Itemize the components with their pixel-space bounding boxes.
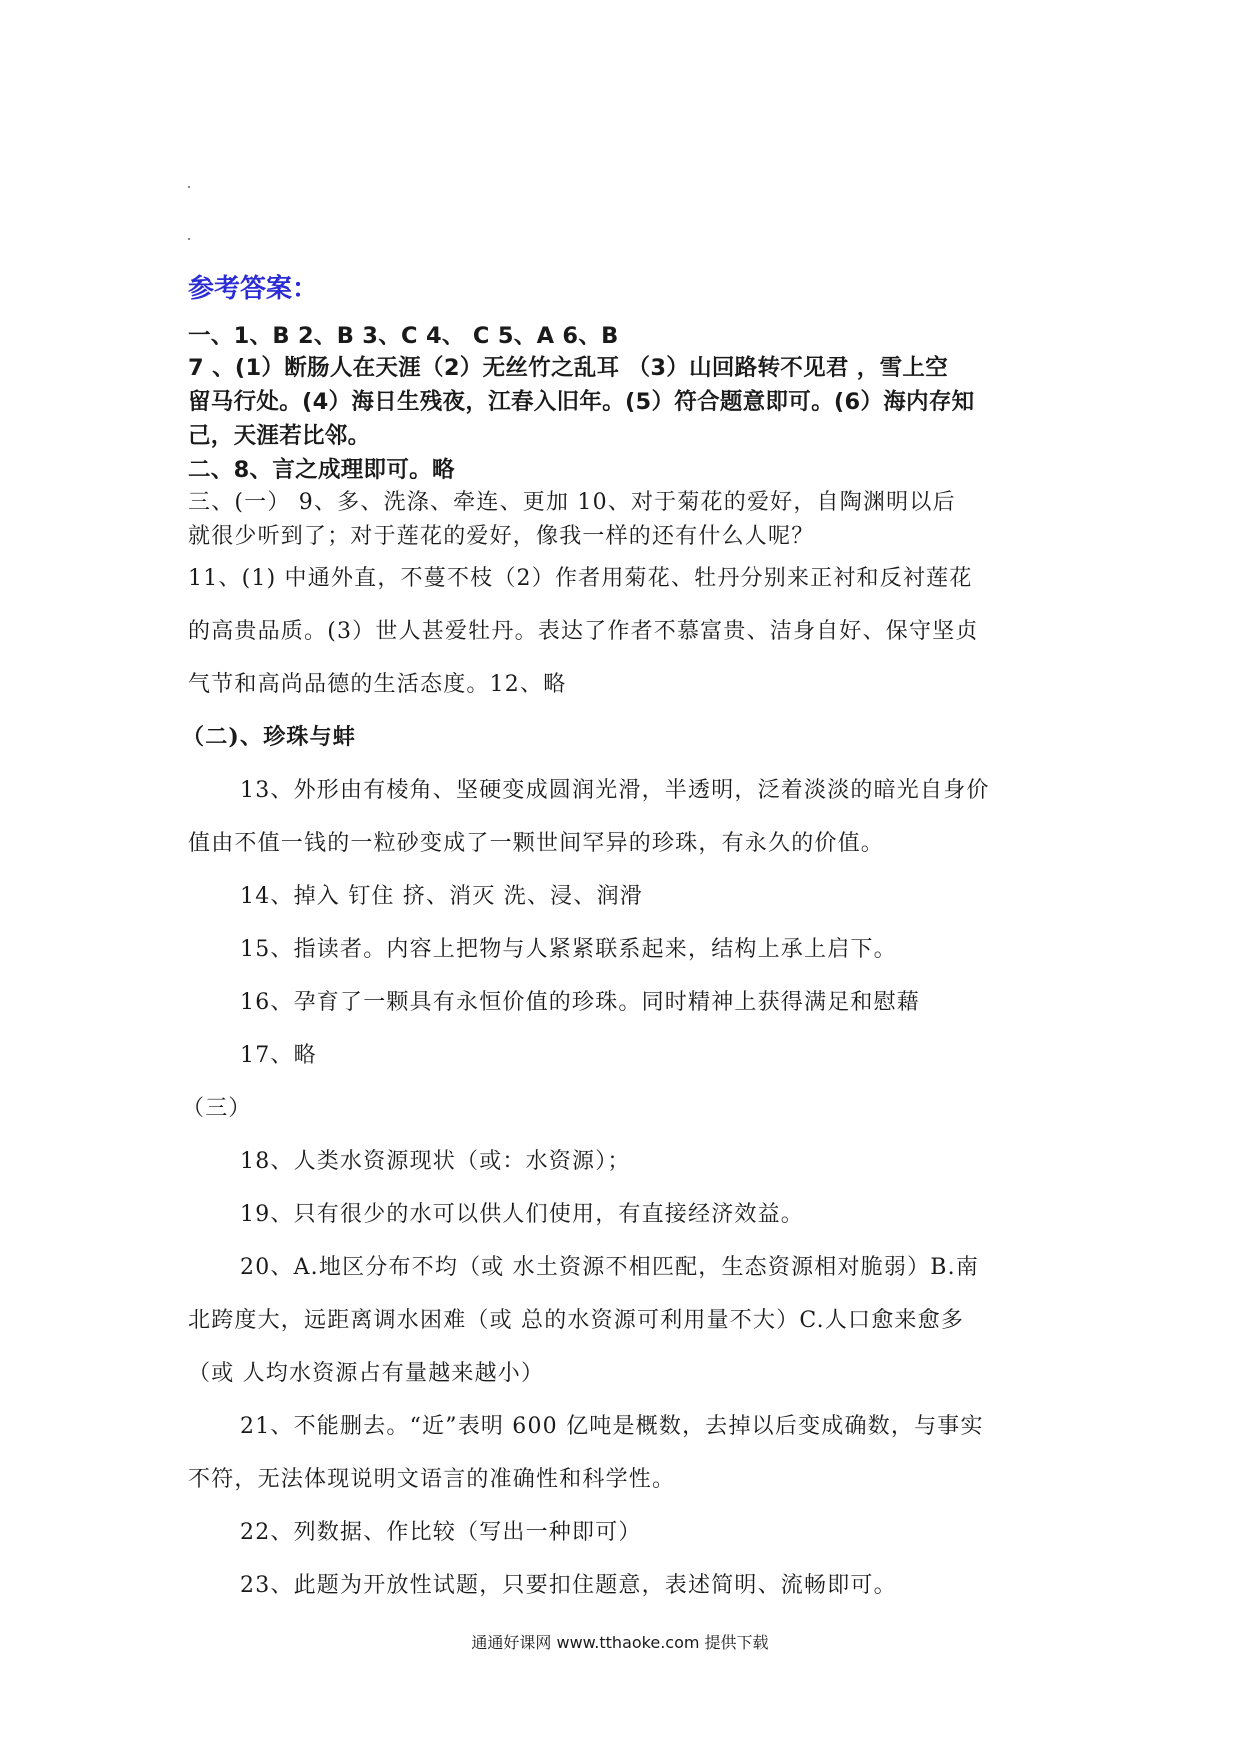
q13-line2: 值由不值一钱的一粒砂变成了一颗世间罕异的珍珠，有永久的价值。 [188,831,885,856]
section3-heading: （三） [182,1096,252,1121]
part2-line: 二、8、言之成理即可。略 [188,457,455,483]
part3-line2: 就很少听到了；对于莲花的爱好，像我一样的还有什么人呢？ [188,524,815,549]
q18: 18、人类水资源现状（或：水资源）； [240,1149,631,1174]
part1-line4: 己，天涯若比邻。 [188,423,371,449]
part1-line2: 7 、(1）断肠人在天涯（2）无丝竹之乱耳 （3）山回路转不见君 ，雪上空 [188,355,949,381]
q16: 16、孕育了一颗具有永恒价值的珍珠。同时精神上获得满足和慰藉 [240,990,920,1015]
part3-line3: 11、(1) 中通外直，不蔓不枝（2）作者用菊花、牡丹分别来正衬和反衬莲花 [188,566,973,591]
q21-line1: 21、不能删去。“近”表明 600 亿吨是概数，去掉以后变成确数，与事实 [240,1414,984,1439]
part3-line5: 气节和高尚品德的生活态度。12、略 [188,672,567,697]
q15: 15、指读者。内容上把物与人紧紧联系起来，结构上承上启下。 [240,937,897,962]
q20-line1: 20、A.地区分布不均（或 水土资源不相匹配，生态资源相对脆弱）B.南 [240,1255,980,1280]
q20-line3: （或 人均水资源占有量越来越小） [188,1361,545,1386]
part3-line4: 的高贵品质。(3）世人甚爱牡丹。表达了作者不慕富贵、洁身自好、保守坚贞 [188,619,979,644]
q19: 19、只有很少的水可以供人们使用，有直接经济效益。 [240,1202,804,1227]
part1-line3: 留马行处。(4）海日生残夜，江春入旧年。(5）符合题意即可。(6）海内存知 [188,389,975,415]
scan-mark [188,186,190,188]
scan-mark [188,238,190,240]
q17: 17、略 [240,1043,317,1068]
section2-heading: （二)、珍珠与蚌 [182,724,357,750]
part3-line1: 三、(一） 9、多、洗涤、牵连、更加 10、对于菊花的爱好，自陶渊明以后 [188,490,956,515]
q23: 23、此题为开放性试题，只要扣住题意，表述简明、流畅即可。 [240,1573,897,1598]
part1-line1: 一、1、B 2、B 3、C 4、 C 5、A 6、B [188,323,619,349]
page-title: 参考答案： [188,274,319,304]
q14: 14、掉入 钉住 挤、消灭 洗、浸、润滑 [240,884,643,909]
q20-line2: 北跨度大，远距离调水困难（或 总的水资源可利用量不大）C.人口愈来愈多 [188,1308,965,1333]
q13-line1: 13、外形由有棱角、坚硬变成圆润光滑，半透明，泛着淡淡的暗光自身价 [240,778,990,803]
q21-line2: 不符，无法体现说明文语言的准确性和科学性。 [188,1467,676,1492]
footer-credit: 通通好课网 www.tthaoke.com 提供下载 [471,1633,769,1652]
q22: 22、列数据、作比较（写出一种即可） [240,1520,642,1545]
